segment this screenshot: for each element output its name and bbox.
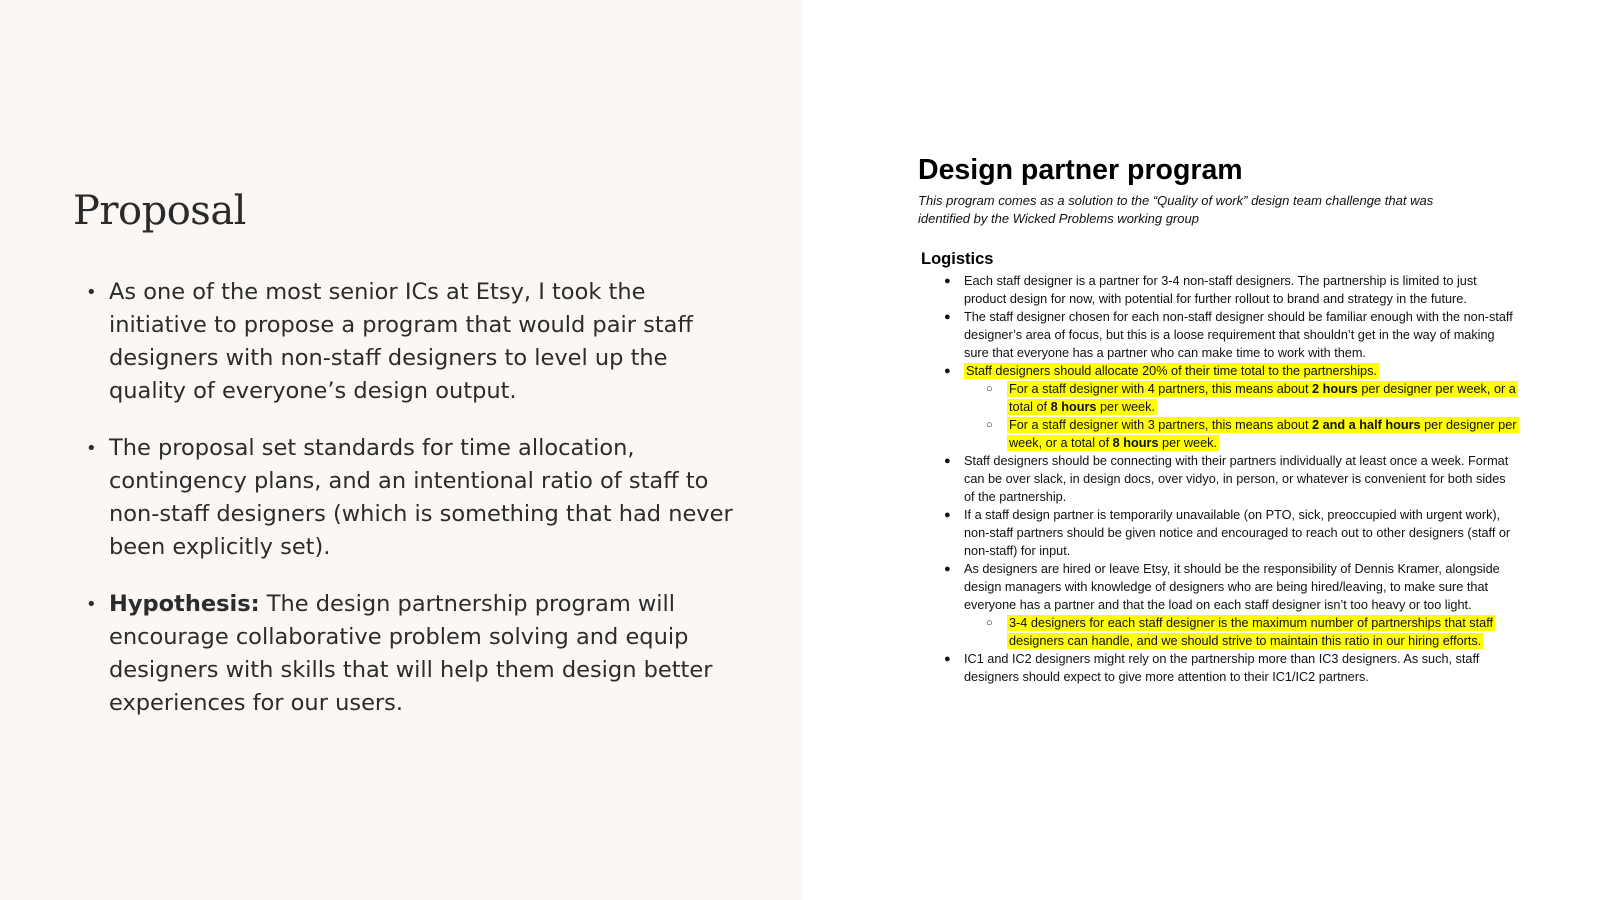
doc-sub-item xyxy=(964,614,1518,650)
slide-bullet xyxy=(86,588,746,720)
highlighted-text: Staff designers should allocate 20% of their time total to the partnerships. xyxy=(966,364,1377,378)
doc-sub-item xyxy=(964,416,1518,452)
doc-list-item xyxy=(918,452,1518,506)
doc-bullet-dot: ● xyxy=(944,653,951,665)
slide-bullet xyxy=(86,276,746,408)
doc-bullet-dot: ● xyxy=(944,563,951,575)
doc-sub-bullet-ring: ○ xyxy=(986,383,993,395)
sub-bold-text: 2 and a half hours xyxy=(1312,418,1421,432)
doc-item-text: Each staff designer is a partner for 3-4 non-staff designers. The partnership is limited to just product design for now, with potential for further rollout to brand and strategy in the future. xyxy=(964,274,1477,306)
highlighted-text xyxy=(1007,381,1518,415)
doc-intro: This program comes as a solution to the “Quality of work” design team challenge that was identified by the Wicked Problems working group xyxy=(918,193,1434,226)
doc-title: Design partner program xyxy=(918,154,1243,186)
doc-sub-bullet-ring: ○ xyxy=(986,419,993,431)
doc-item-text: As designers are hired or leave Etsy, it should be the responsibility of Dennis Kramer, alongside design managers with knowledge of designers who are being hired/leaving, to make sure that everyone has a partner and that the load on each staff designer isn’t too heavy or too light. xyxy=(964,562,1500,612)
sub-text: per designer per week, or a total of xyxy=(1009,382,1516,414)
slide-bullet-list xyxy=(86,276,746,744)
doc-bullet-dot: ● xyxy=(944,455,951,467)
slide-title: Proposal xyxy=(73,188,246,234)
doc-sub-item xyxy=(964,380,1518,416)
bullet-dot: • xyxy=(86,438,97,459)
slide-bullet-bold-lead: Hypothesis: xyxy=(109,591,260,617)
doc-item-text: If a staff design partner is temporarily unavailable (on PTO, sick, preoccupied with urgent work), non-staff partners should be given notice and encouraged to reach out to other designers (staff or non-staff) for input. xyxy=(964,508,1511,558)
doc-bullet-dot: ● xyxy=(944,275,951,287)
sub-text: For a staff designer with 3 partners, this means about xyxy=(1009,418,1313,432)
slide-bullet-text: The proposal set standards for time allocation, contingency plans, and an intentional ratio of staff to non-staff designers (which is something that had never been explicitly set). xyxy=(109,435,733,560)
sub-text: per week. xyxy=(1096,400,1155,414)
slide-bullet-text: As one of the most senior ICs at Etsy, I took the initiative to propose a program that would pair staff designers with non-staff designers to level up the quality of everyone’s design output. xyxy=(109,279,693,404)
sub-bold-text: 8 hours xyxy=(1050,400,1097,414)
doc-list-item xyxy=(918,560,1518,650)
sub-bold-text: 8 hours xyxy=(1112,436,1159,450)
doc-bullet-list xyxy=(918,272,1518,686)
doc-list-item xyxy=(918,650,1518,686)
document-excerpt xyxy=(918,150,1518,686)
slide-bullet-text: The design partnership program will encourage collaborative problem solving and equip designers with skills that will help them design better experiences for our users. xyxy=(109,591,713,716)
sub-text: per week. xyxy=(1158,436,1218,450)
doc-bullet-dot: ● xyxy=(944,311,951,323)
slide-bullet xyxy=(86,432,746,564)
doc-list-item xyxy=(918,272,1518,308)
highlighted-text xyxy=(1007,417,1519,451)
doc-item-text: IC1 and IC2 designers might rely on the partnership more than IC3 designers. As such, staff designers should expect to give more attention to their IC1/IC2 partners. xyxy=(964,652,1480,684)
sub-bold-text: 2 hours xyxy=(1312,382,1358,396)
doc-sub-bullet-ring: ○ xyxy=(986,617,993,629)
sub-text: For a staff designer with 4 partners, this means about xyxy=(1009,382,1313,396)
doc-sub-list xyxy=(964,614,1518,650)
doc-list-item xyxy=(918,506,1518,560)
doc-bullet-dot: ● xyxy=(944,509,951,521)
doc-item-text: The staff designer chosen for each non-staff designer should be familiar enough with the non-staff designer’s area of focus, but this is a loose requirement that shouldn’t get in the way of making sure that everyone has a partner who can make time to work with them. xyxy=(964,310,1513,360)
sub-text: per designer per week, or a total of xyxy=(1009,418,1517,450)
doc-list-item xyxy=(918,362,1518,452)
doc-list-item xyxy=(918,308,1518,362)
doc-item-text: Staff designers should be connecting with their partners individually at least once a week. Format can be over slack, in design docs, over vidyo, in person, or whatever is convenient for both sides of the partnership. xyxy=(964,454,1509,504)
doc-section-title: Logistics xyxy=(921,250,994,268)
bullet-dot: • xyxy=(86,282,97,303)
highlighted-text: 3-4 designers for each staff designer is the maximum number of partnerships that staff designers can handle, and we should strive to maintain this ratio in our hiring efforts. xyxy=(1009,616,1494,648)
doc-bullet-dot: ● xyxy=(944,365,951,377)
bullet-dot: • xyxy=(86,594,97,615)
doc-sub-list xyxy=(964,380,1518,452)
